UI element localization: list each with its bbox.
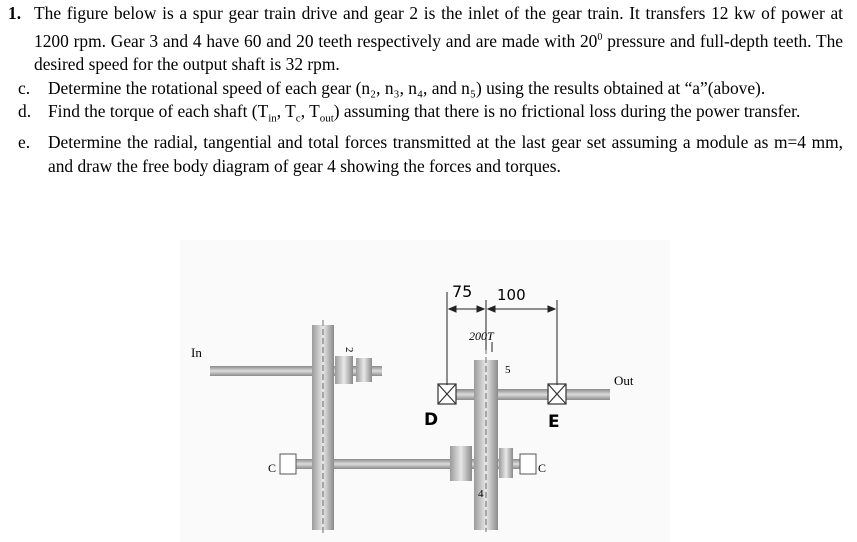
label-teeth-200t: 200T [469, 329, 494, 343]
label-c-right: C [538, 461, 547, 475]
bearing-d [438, 384, 456, 404]
gear-3 [312, 325, 334, 530]
label-gear-4: 4 [478, 488, 484, 500]
label-dim-75: 75 [452, 282, 473, 301]
label-in: In [191, 345, 202, 360]
bearing-c-right [520, 454, 536, 474]
label-e: E [548, 412, 560, 432]
gear-4 [450, 446, 472, 481]
gear-hub-right [499, 448, 513, 478]
label-c-left: C [268, 461, 277, 475]
part-d: d. Find the torque of each shaft ($T_{in}$, $T_c$, $T_{out}$) assuming that there is no frictional loss during the power transfer. [18, 101, 801, 125]
question-number: 1. [8, 3, 22, 23]
label-gear-5: 5 [505, 364, 511, 376]
bearing-c-left [280, 454, 296, 474]
gear-2-hub [356, 358, 372, 382]
bearing-e [548, 384, 566, 404]
label-out: Out [614, 373, 634, 388]
question-intro: The figure below is a spur gear train drive and gear 2 is the inlet of the gear train. It transfers 12 kw of power at 1200 rpm. Gear 3 and 4 have 60 and 20 teeth respectively and are made with $20^0$ pressure and full-depth teeth. The desired speed for the output shaft is 32 rpm. [34, 3, 843, 74]
label-dim-100: 100 [497, 286, 526, 304]
label-gear-2: 2 [343, 347, 355, 353]
part-c: c. Determine the rotational speed of each gear (n₂, n₃, n₄, and n₅) using the results obtained at “a”(above). [18, 77, 766, 98]
label-d: D [424, 410, 439, 430]
gear-2 [335, 356, 353, 384]
part-e: e. Determine the radial, tangential and total forces transmitted at the last gear set assuming a module as m=4 mm, and draw the free body diagram of gear 4 showing the forces and torques. [18, 132, 843, 176]
